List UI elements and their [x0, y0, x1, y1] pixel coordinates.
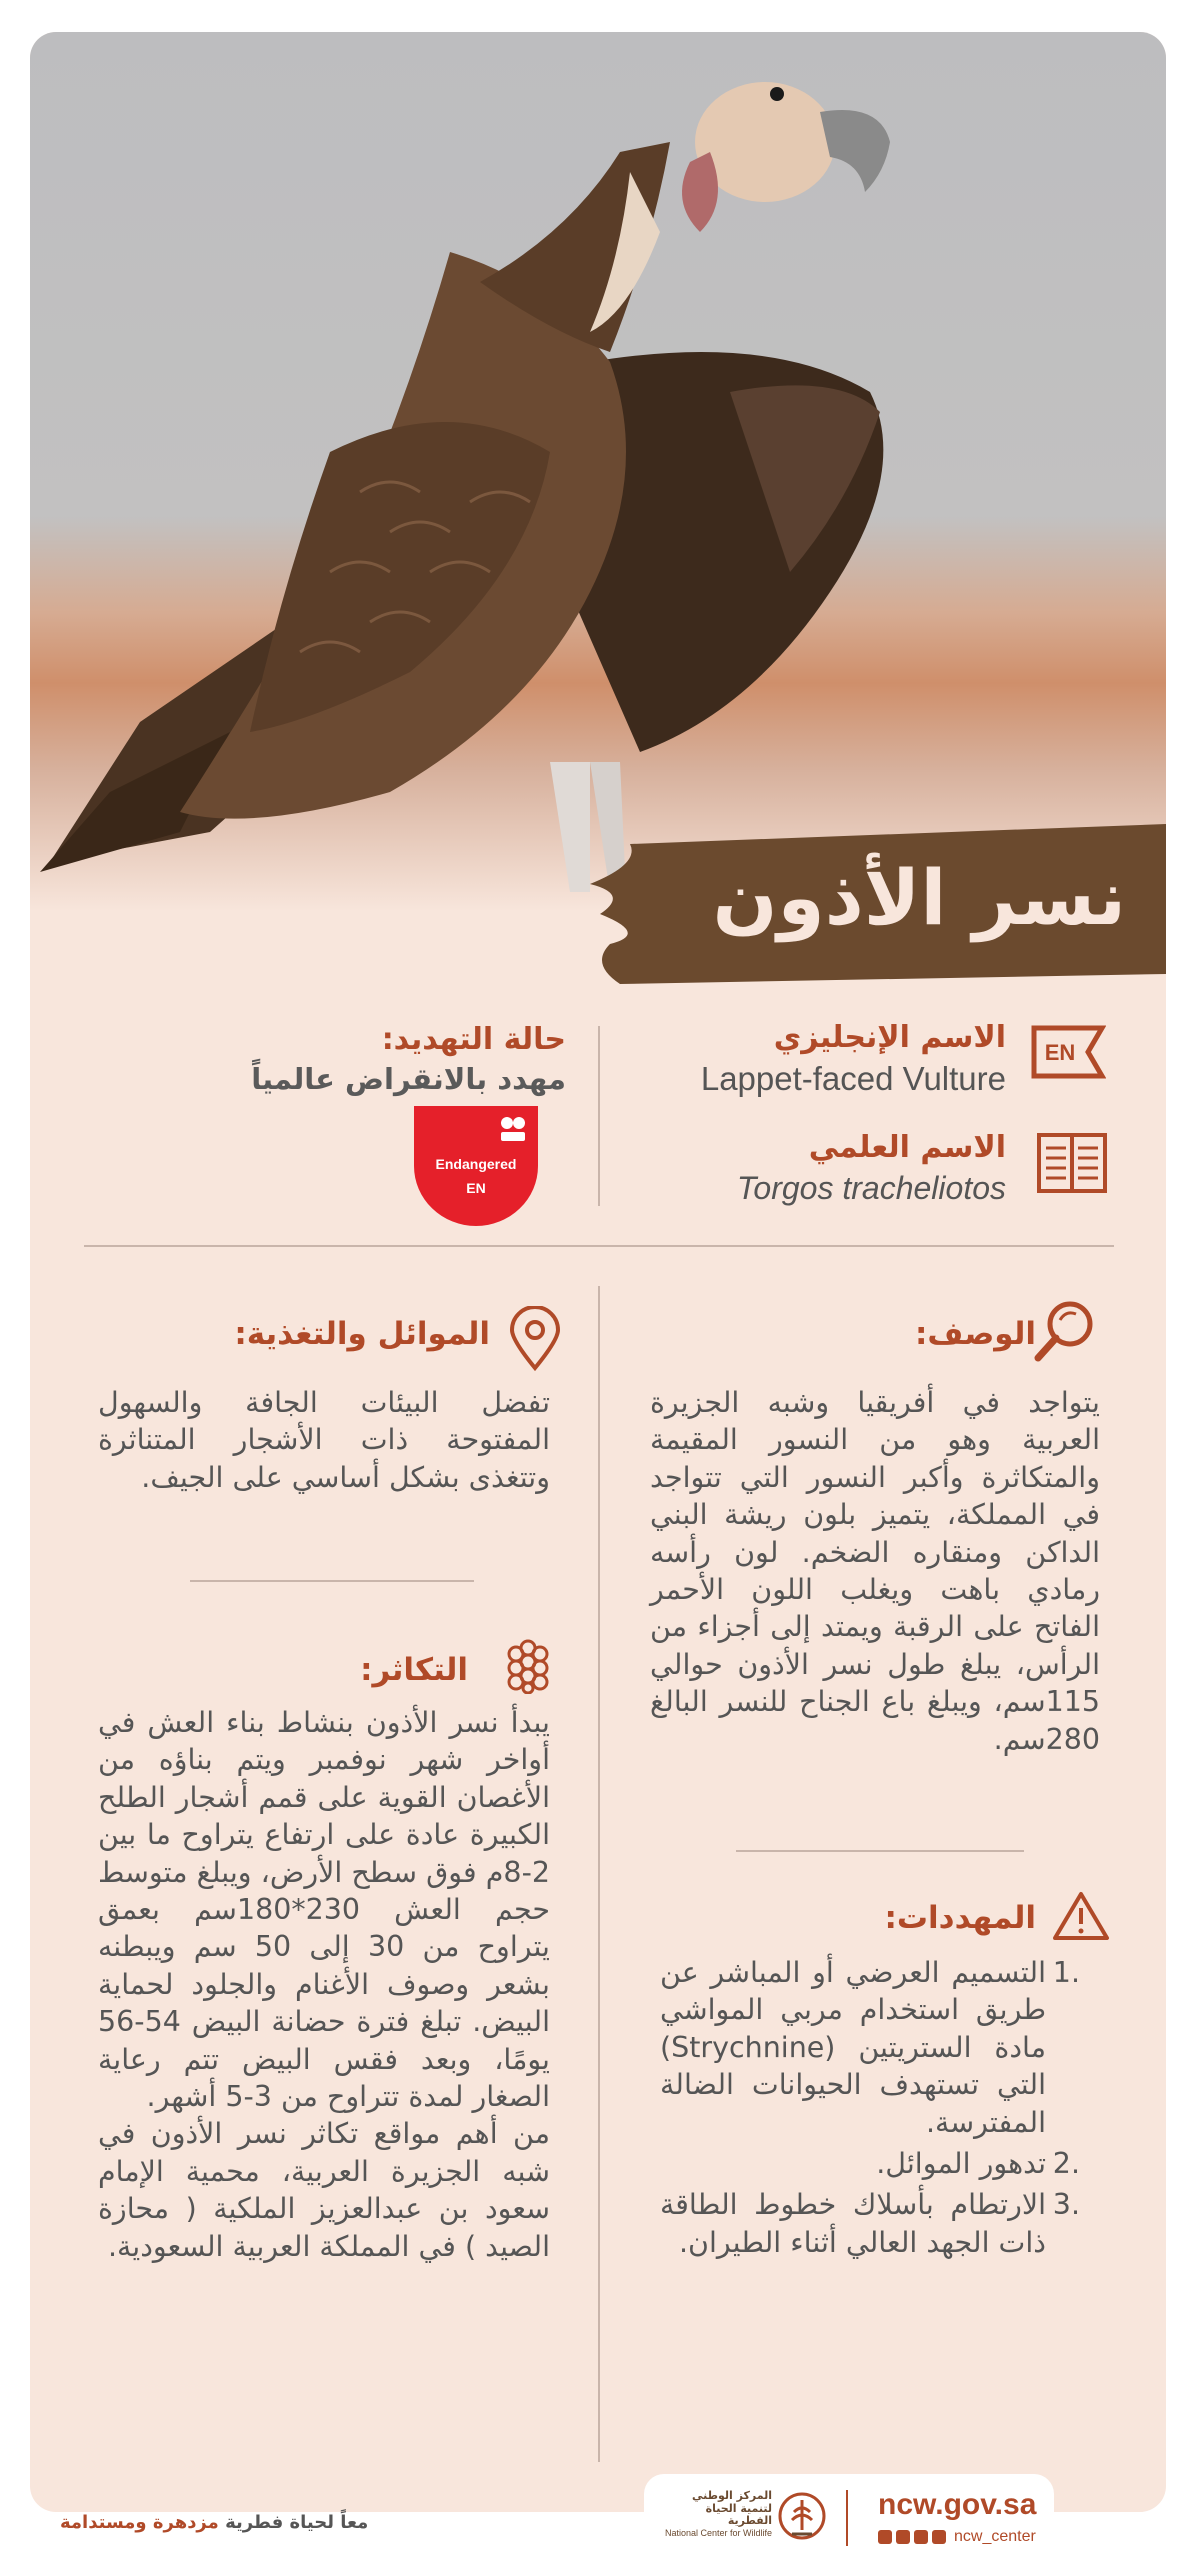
- vulture-photo: [30, 32, 1166, 912]
- magnifier-icon: [1032, 1298, 1098, 1368]
- svg-text:EN: EN: [1044, 1040, 1076, 1065]
- habitat-text: تفضل البيئات الجافة والسهول المفتوحة ذات الأشجار المتناثرة وتتغذى بشكل أساسي على الجيف.: [98, 1386, 550, 1494]
- iucn-logo-icon: [498, 1114, 528, 1144]
- ncw-org-name: المركز الوطني لتنمية الحياة الفطرية National Center for Wildlife: [664, 2489, 772, 2538]
- threat-item: .3 الارتطام بأسلاك خطوط الطاقة ذات الجهد العالي أثناء الطيران.: [660, 2188, 1080, 2259]
- nest-pattern-icon: [500, 1638, 556, 1698]
- habitat-heading: الموائل والتغذية:: [234, 1316, 490, 1352]
- threat-item: .2 تدهور الموائل.: [876, 2147, 1080, 2181]
- breeding-paragraph-2: من أهم مواقع تكاثر نسر الأذون في شبه الجزيرة العربية، محمية الإمام سعود بن عبدالعزيز الملكية ( محازة الصيد ) في المملكة العربية السعودية.: [98, 2117, 550, 2263]
- social-handle[interactable]: ncw_center: [954, 2528, 1036, 2545]
- location-pin-icon: [508, 1306, 562, 1376]
- description-text: يتواجد في أفريقيا وشبه الجزيرة العربية وهو من النسور المقيمة والمتكاثرة وأكبر النسور التي تتواجد في المملكة، يتميز بلون ريشة البني الداكن ومنقاره الضخم. لون رأسه رمادي باهت ويغلب اللون الأحمر الفاتح على الرقبة ويمتد إلى أجزاء من الرأس، يبلغ طول نسر الأذون حوالي 115سم، ويبلغ باع الجناح للنسر البالغ 280سم.: [650, 1386, 1100, 1756]
- badge-code-text: EN: [466, 1180, 486, 1196]
- page-title: نسر الأذون: [712, 853, 1126, 942]
- threats-list: [660, 1954, 1080, 2265]
- threat-status-value: مهدد بالانقراض عالمياً: [251, 1062, 566, 1096]
- description-divider: [736, 1850, 1024, 1852]
- english-name-value: Lappet-faced Vulture: [700, 1060, 1006, 1097]
- twitter-icon[interactable]: [878, 2530, 892, 2544]
- threat-status-label: حالة التهديد:: [381, 1022, 566, 1057]
- book-icon: [1036, 1132, 1108, 1198]
- website-link[interactable]: ncw.gov.sa: [878, 2488, 1037, 2521]
- breeding-heading: التكاثر:: [360, 1652, 468, 1688]
- top-divider-vertical: [598, 1026, 600, 1206]
- warning-icon: [1052, 1890, 1110, 1946]
- column-divider: [598, 1286, 600, 2462]
- threat-item: .1 التسميم العرضي أو المباشر عن طريق استخدام مربي المواشي مادة الستريتين (Strychnine) التي تستهدف الحيوانات الضالة المفترسة.: [660, 1956, 1080, 2139]
- badge-status-text: Endangered: [435, 1156, 517, 1172]
- breeding-text: [98, 1704, 550, 2265]
- threats-heading: المهددات:: [884, 1900, 1036, 1936]
- vulture-illustration: [30, 32, 1166, 912]
- breeding-paragraph-1: يبدأ نسر الأذون بنشاط بناء العش في أواخر شهر نوفمبر ويتم بناؤه من الأغصان القوية على قمم أشجار الطلح الكبيرة عادة على ارتفاع يتراوح ما بين 2-8م فوق سطح الأرض، ويبلغ متوسط حجم العش 230*180سم بعمق يتراوح من 30 إلى 50 سم ويبطنه بشعر وصوف الأغنام والجلود لحماية البيض. تبلغ فترة حضانة البيض 54-56 يومًا، وبعد فقس البيض تتم رعاية الصغار لمدة تتراوح من 3-5 أشهر.: [98, 1706, 550, 2114]
- description-heading: الوصف:: [915, 1316, 1036, 1352]
- social-links: [878, 2528, 1036, 2546]
- youtube-icon[interactable]: [932, 2530, 946, 2544]
- facebook-icon[interactable]: [914, 2530, 928, 2544]
- english-name-label: الاسم الإنجليزي: [773, 1020, 1006, 1055]
- habitat-divider: [190, 1580, 474, 1582]
- scientific-name-value: Torgos tracheliotos: [736, 1170, 1006, 1206]
- footer-separator: [846, 2490, 848, 2546]
- ncw-emblem-icon: [776, 2490, 828, 2550]
- footer-tagline: معاً لحياة فطرية مزدهرة ومستدامة: [60, 2512, 369, 2533]
- instagram-icon[interactable]: [896, 2530, 910, 2544]
- scientific-name-label: الاسم العلمي: [808, 1130, 1006, 1165]
- info-card: [30, 32, 1166, 2512]
- endangered-badge: [414, 1106, 538, 1226]
- section-divider: [84, 1245, 1114, 1247]
- en-tag-icon: [1030, 1024, 1106, 1084]
